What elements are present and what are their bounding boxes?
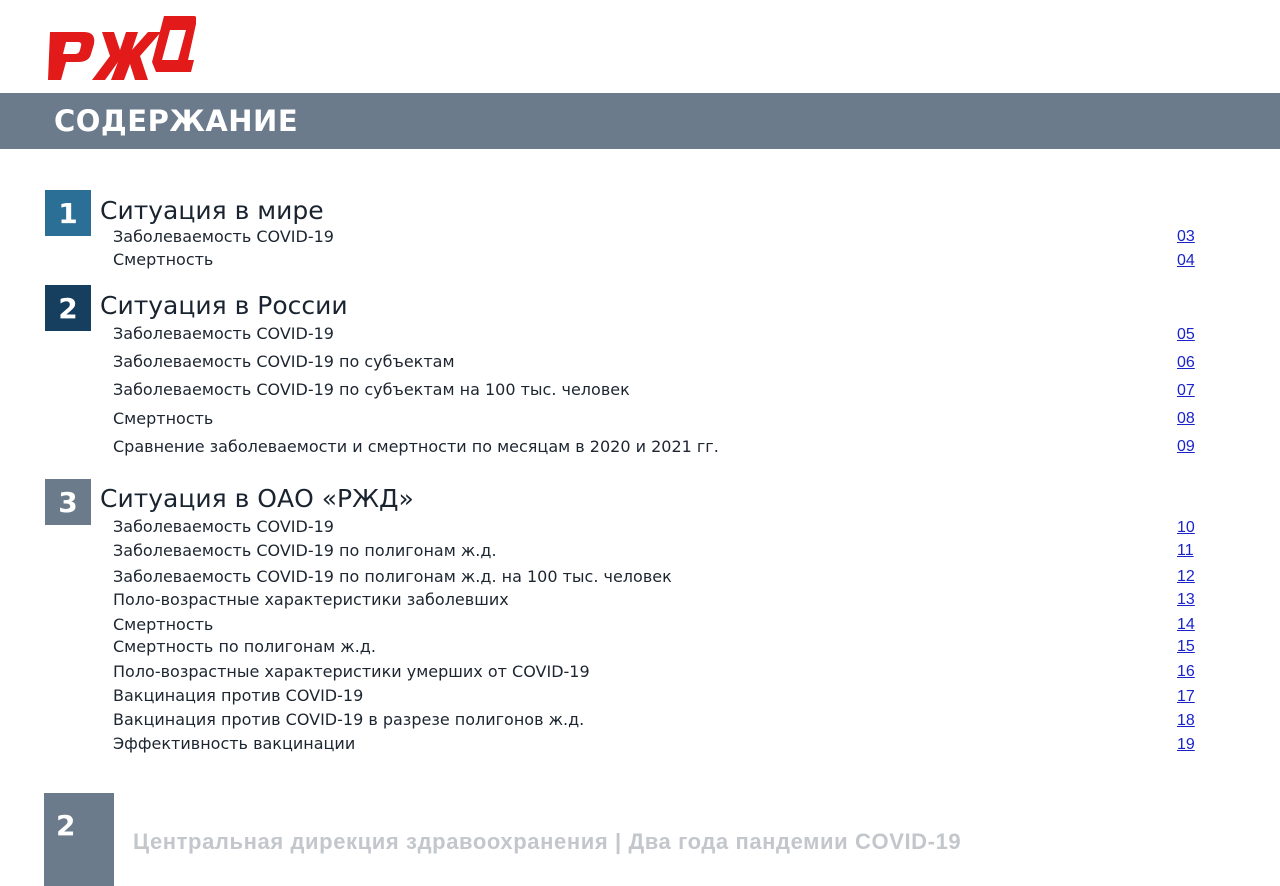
- toc-page-link[interactable]: 14: [1177, 616, 1195, 633]
- toc-item-label: Вакцинация против COVID-19: [113, 686, 364, 705]
- toc-item-label: Поло-возрастные характеристики умерших от COVID-19: [113, 662, 590, 681]
- toc-item-label: Заболеваемость COVID-19: [113, 227, 334, 246]
- toc-item-label: Заболеваемость COVID-19 по субъектам: [113, 352, 455, 371]
- toc-page-link[interactable]: 04: [1177, 252, 1195, 269]
- toc-item-label: Заболеваемость COVID-19 по полигонам ж.д. на 100 тыс. человек: [113, 567, 672, 586]
- section-title: Ситуация в ОАО «РЖД»: [100, 484, 414, 513]
- toc-item-label: Сравнение заболеваемости и смертности по месяцам в 2020 и 2021 гг.: [113, 437, 719, 456]
- section-title: Ситуация в России: [100, 291, 348, 320]
- toc-item-label: Заболеваемость COVID-19: [113, 517, 334, 536]
- page-title: СОДЕРЖАНИЕ: [54, 104, 299, 138]
- toc-page-link[interactable]: 06: [1177, 354, 1195, 371]
- toc-page-link[interactable]: 09: [1177, 438, 1195, 455]
- toc-page-link[interactable]: 18: [1177, 712, 1195, 729]
- section-number-badge: 2: [45, 285, 91, 331]
- toc-page-link[interactable]: 15: [1177, 638, 1195, 655]
- section-number-badge: 1: [45, 190, 91, 236]
- footer-page-number: 2: [56, 809, 76, 842]
- toc-page-link[interactable]: 11: [1177, 542, 1194, 559]
- title-bar: [0, 93, 1280, 149]
- toc-page-link[interactable]: 12: [1177, 568, 1195, 585]
- toc-page-link[interactable]: 03: [1177, 228, 1195, 245]
- toc-page-link[interactable]: 05: [1177, 326, 1195, 343]
- toc-item-label: Эффективность вакцинации: [113, 734, 356, 753]
- toc-page-link[interactable]: 19: [1177, 736, 1195, 753]
- toc-item-label: Смертность по полигонам ж.д.: [113, 637, 376, 656]
- rzd-logo-icon: [44, 10, 196, 82]
- toc-page-link[interactable]: 16: [1177, 663, 1195, 680]
- section-title: Ситуация в мире: [100, 196, 324, 225]
- footer-page-block: [44, 793, 114, 886]
- toc-item-label: Заболеваемость COVID-19 по полигонам ж.д.: [113, 541, 497, 560]
- toc-item-label: Смертность: [113, 615, 214, 634]
- toc-page-link[interactable]: 07: [1177, 382, 1195, 399]
- toc-item-label: Заболеваемость COVID-19 по субъектам на 100 тыс. человек: [113, 380, 630, 399]
- toc-item-label: Смертность: [113, 250, 214, 269]
- toc-page-link[interactable]: 13: [1177, 591, 1195, 608]
- toc-item-label: Поло-возрастные характеристики заболевших: [113, 590, 509, 609]
- toc-item-label: Заболеваемость COVID-19: [113, 324, 334, 343]
- section-number-badge: 3: [45, 479, 91, 525]
- footer-caption: Центральная дирекция здравоохранения | Два года пандемии COVID-19: [133, 829, 962, 854]
- toc-page-link[interactable]: 17: [1177, 688, 1195, 705]
- toc-item-label: Вакцинация против COVID-19 в разрезе полигонов ж.д.: [113, 710, 585, 729]
- toc-item-label: Смертность: [113, 409, 214, 428]
- toc-page-link[interactable]: 08: [1177, 410, 1195, 427]
- toc-page-link[interactable]: 10: [1177, 519, 1195, 536]
